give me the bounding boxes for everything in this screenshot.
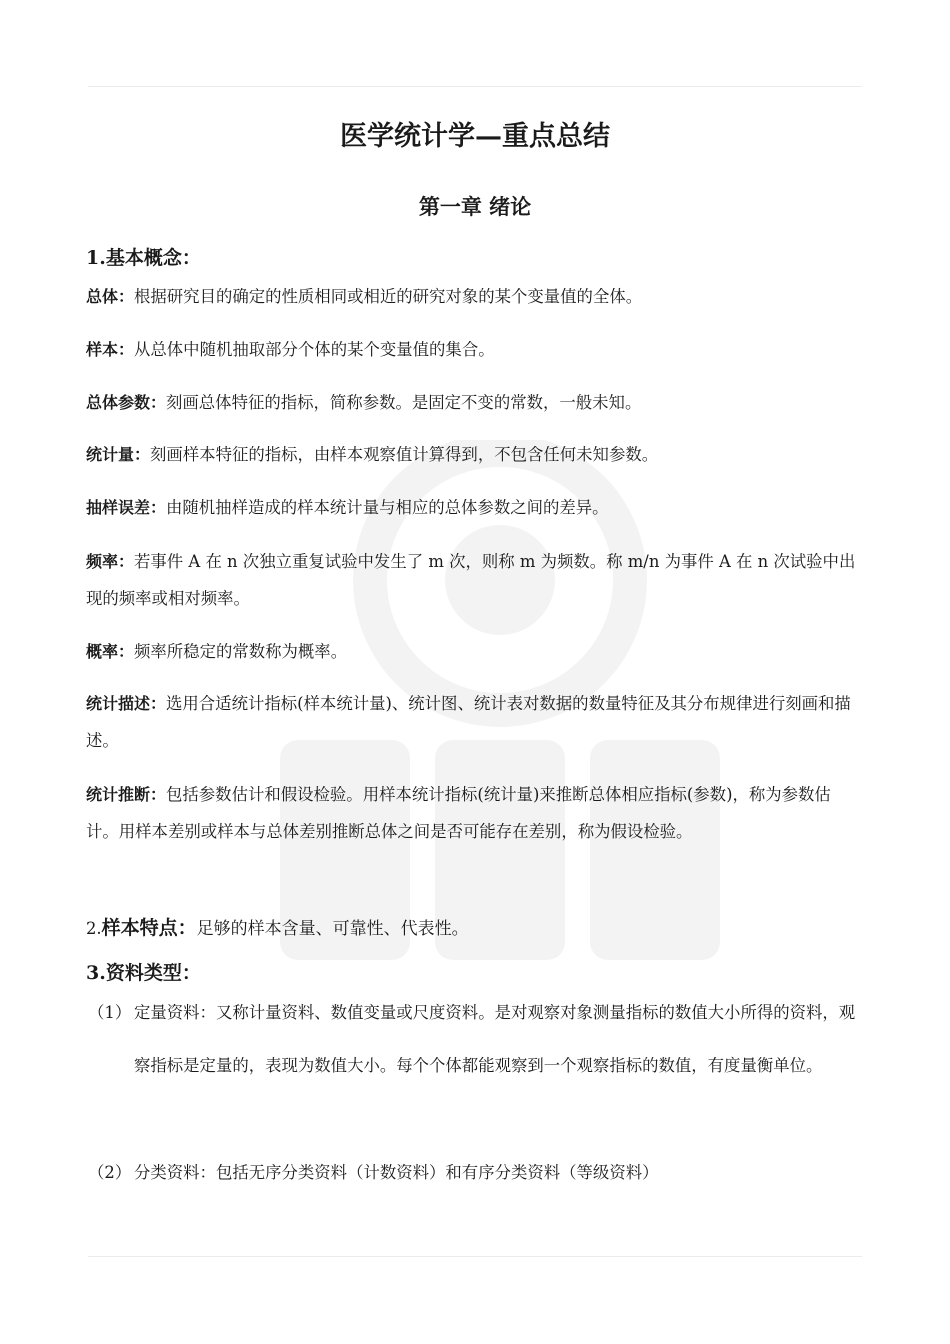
- concept-text: 包括参数估计和假设检验。用样本统计指标(统计量)来推断总体相应指标(参数)，称为参数估计。用样本差别或样本与总体差别推断总体之间是否可能存在差别，称为假设检验。: [86, 785, 831, 841]
- concept-term: 样本：: [86, 340, 135, 359]
- list-item-categorical: [88, 1146, 863, 1199]
- footer-rule: [88, 1256, 862, 1257]
- concept-probability: [86, 633, 862, 670]
- section-data-types: 3.资料类型：: [86, 962, 201, 984]
- list-number: （1）: [88, 1003, 132, 1022]
- chapter-heading: 第一章 绪论: [418, 194, 532, 219]
- concept-term: 抽样误差：: [86, 498, 167, 517]
- concept-text: 频率所稳定的常数称为概率。: [134, 642, 348, 661]
- concept-statistic: [86, 436, 862, 473]
- list-number: （2）: [88, 1163, 132, 1182]
- concept-term: 总体：: [86, 287, 135, 306]
- section-basic-concepts: 1.基本概念：: [86, 247, 201, 269]
- concept-text: 根据研究目的确定的性质相同或相近的研究对象的某个变量值的全体。: [134, 287, 643, 306]
- document-title: 医学统计学—重点总结: [340, 121, 610, 152]
- concept-parameter: [86, 384, 862, 421]
- concept-descriptive: [86, 685, 862, 759]
- concept-term: 统计量：: [86, 445, 151, 464]
- concept-term: 总体参数：: [86, 393, 167, 412]
- section-number: 2.: [86, 919, 102, 938]
- concept-term: 统计描述：: [86, 694, 167, 713]
- concept-text: 由随机抽样造成的样本统计量与相应的总体参数之间的差异。: [166, 498, 609, 517]
- concept-text: 若事件 A 在 n 次独立重复试验中发生了 m 次，则称 m 为频数。称 m/n 为事件 A 在 n 次试验中出现的频率或相对频率。: [86, 552, 856, 608]
- section-term: 样本特点：: [101, 917, 197, 939]
- concept-text: 刻画总体特征的指标，简称参数。是固定不变的常数，一般未知。: [166, 393, 642, 412]
- section-text: 足够的样本含量、可靠性、代表性。: [196, 919, 469, 939]
- list-item-quantitative: [88, 986, 863, 1092]
- concept-text: 刻画样本特征的指标，由样本观察值计算得到，不包含任何未知参数。: [150, 445, 659, 464]
- list-text: 分类资料：包括无序分类资料（计数资料）和有序分类资料（等级资料）: [134, 1163, 659, 1182]
- concept-inference: [86, 776, 862, 850]
- list-text: 定量资料：又称计量资料、数值变量或尺度资料。是对观察对象测量指标的数值大小所得的资料，观察指标是定量的，表现为数值大小。每个个体都能观察到一个观察指标的数值，有度量衡单位。: [134, 1003, 856, 1075]
- concept-text: 从总体中随机抽取部分个体的某个变量值的集合。: [134, 340, 495, 359]
- concept-frequency: [86, 543, 862, 617]
- concept-term: 频率：: [86, 552, 135, 571]
- concept-text: 选用合适统计指标(样本统计量)、统计图、统计表对数据的数量特征及其分布规律进行刻画和描述。: [86, 694, 851, 750]
- section-sample-features: [86, 913, 469, 940]
- concept-term: 统计推断：: [86, 785, 167, 804]
- concept-sample: [86, 331, 862, 368]
- concept-population: [86, 278, 862, 315]
- concept-term: 概率：: [86, 642, 135, 661]
- header-rule: [88, 86, 862, 87]
- concept-sampling-error: [86, 489, 862, 526]
